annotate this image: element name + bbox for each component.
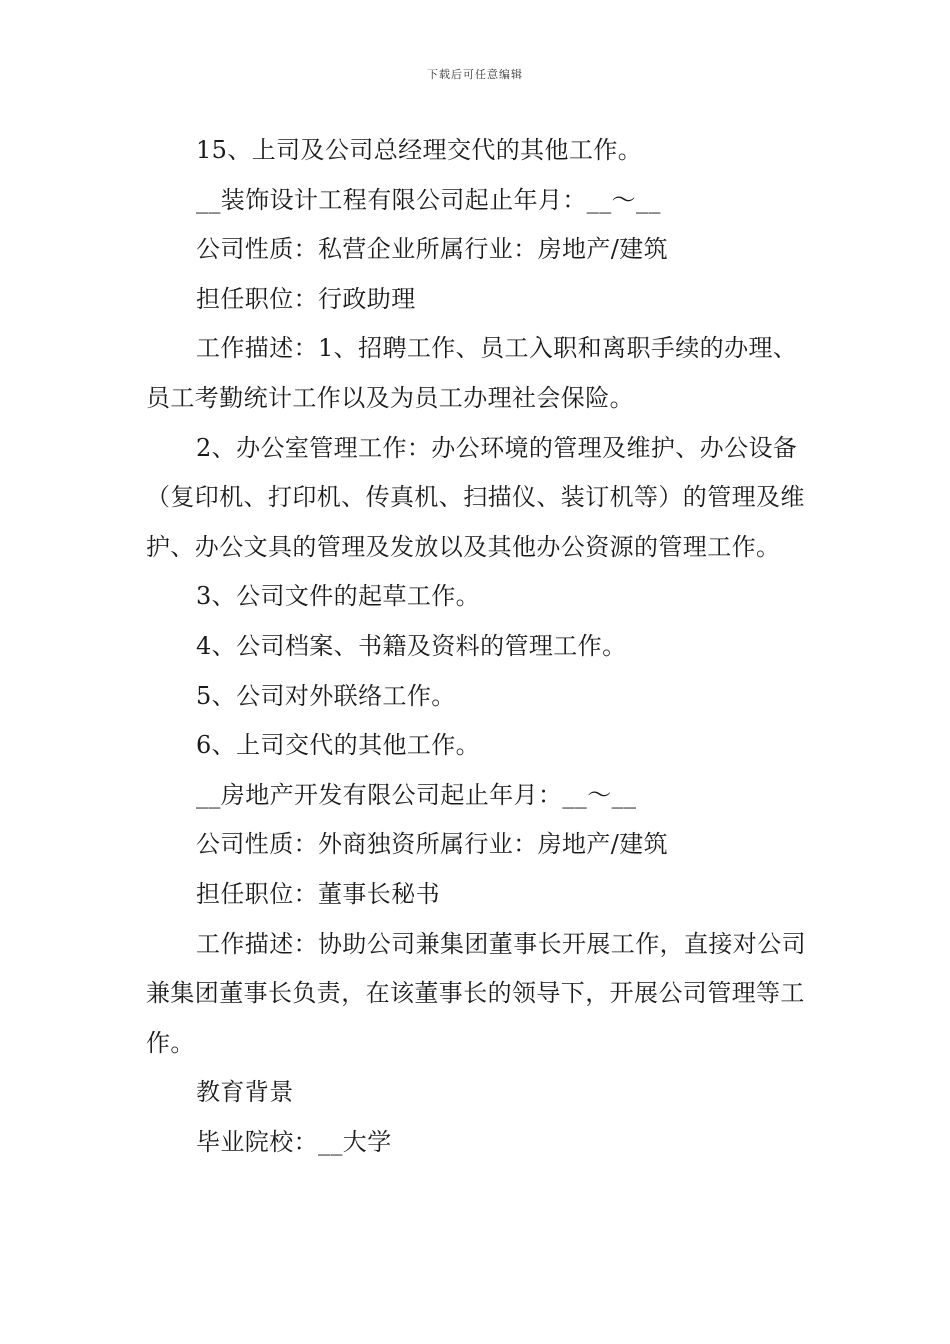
paragraph: 公司性质：私营企业所属行业：房地产/建筑 [196, 235, 669, 264]
page-header: 下载后可任意编辑 [427, 68, 523, 81]
paragraph: 毕业院校：__大学 [196, 1127, 392, 1156]
paragraph: 4、公司档案、书籍及资料的管理工作。 [196, 631, 627, 660]
paragraph: 公司性质：外商独资所属行业：房地产/建筑 [196, 830, 669, 859]
paragraph: __装饰设计工程有限公司起止年月：__～__ [196, 185, 661, 214]
paragraph: 工作描述：协助公司兼集团董事长开展工作，直接对公司兼集团董事长负责，在该董事长的领导下，开展公司管理等工作。 [146, 929, 806, 1057]
section-heading: 教育背景 [196, 1078, 294, 1107]
document-body [146, 126, 811, 1167]
paragraph: 2、办公室管理工作：办公环境的管理及维护、办公设备（复印机、打印机、传真机、扫描仪、装订机等）的管理及维护、办公文具的管理及发放以及其他办公资源的管理工作。 [146, 433, 805, 561]
paragraph: __房地产开发有限公司起止年月：__～__ [196, 780, 637, 809]
paragraph: 6、上司交代的其他工作。 [196, 731, 481, 760]
paragraph: 5、公司对外联络工作。 [196, 681, 456, 710]
paragraph: 3、公司文件的起草工作。 [196, 582, 481, 611]
paragraph: 15、上司及公司总经理交代的其他工作。 [196, 136, 643, 164]
paragraph: 担任职位：董事长秘书 [196, 879, 440, 908]
paragraph: 工作描述：1、招聘工作、员工入职和离职手续的办理、员工考勤统计工作以及为员工办理社会保险。 [146, 334, 798, 412]
paragraph: 担任职位：行政助理 [196, 284, 416, 313]
